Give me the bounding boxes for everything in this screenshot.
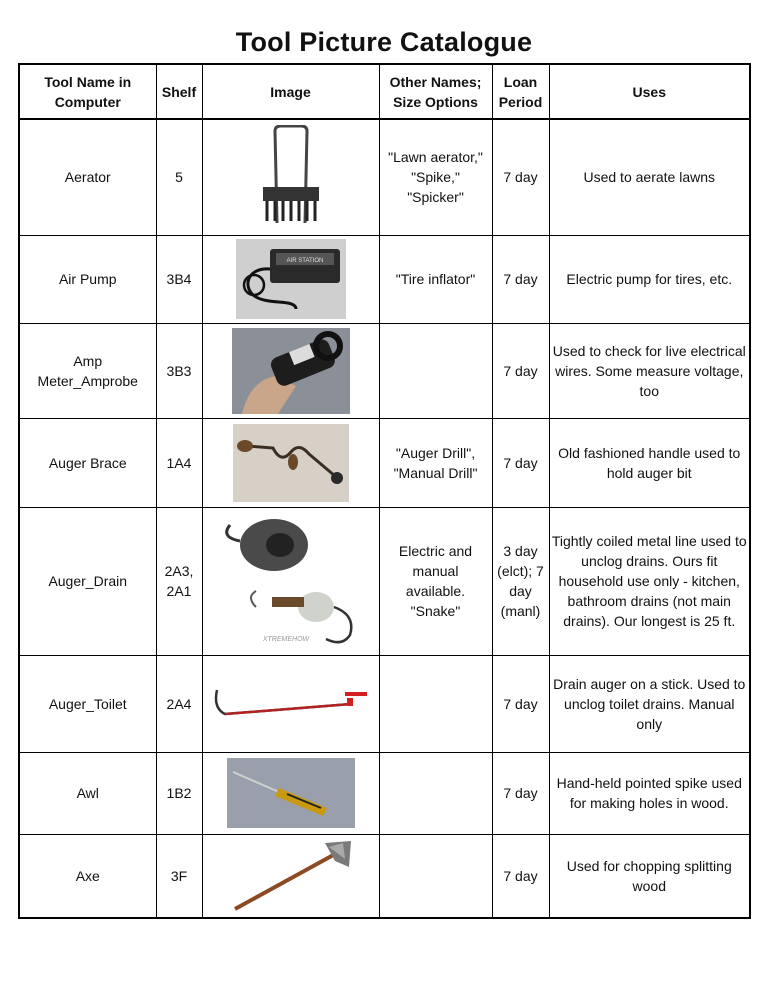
other-names-cell bbox=[379, 752, 492, 834]
other-names-cell: "Lawn aerator," "Spike," "Spicker" bbox=[379, 119, 492, 235]
toilet-auger-icon bbox=[211, 674, 371, 734]
uses-cell: Used to aerate lawns bbox=[549, 119, 750, 235]
uses-cell: Electric pump for tires, etc. bbox=[549, 235, 750, 323]
other-names-cell: Electric and manual available. "Snake" bbox=[379, 507, 492, 655]
page-title: Tool Picture Catalogue bbox=[235, 27, 533, 57]
shelf-cell: 5 bbox=[156, 119, 202, 235]
other-names-cell bbox=[379, 655, 492, 752]
uses-cell: Hand-held pointed spike used for making holes in wood. bbox=[549, 752, 750, 834]
tool-name-cell: Axe bbox=[19, 834, 156, 918]
awl-icon bbox=[227, 758, 355, 828]
uses-cell: Old fashioned handle used to hold auger bit bbox=[549, 418, 750, 507]
axe-icon bbox=[225, 837, 357, 915]
shelf-cell: 2A4 bbox=[156, 655, 202, 752]
loan-period-cell: 7 day bbox=[492, 418, 549, 507]
table-row bbox=[19, 752, 750, 834]
image-cell bbox=[202, 834, 379, 918]
svg-text:AIR STATION: AIR STATION bbox=[286, 258, 323, 264]
shelf-cell: 3F bbox=[156, 834, 202, 918]
uses-cell: Used for chopping splitting wood bbox=[549, 834, 750, 918]
image-cell bbox=[202, 323, 379, 418]
table-row bbox=[19, 507, 750, 655]
table-row bbox=[19, 834, 750, 918]
tool-name-cell: Aerator bbox=[19, 119, 156, 235]
shelf-cell: 1B2 bbox=[156, 752, 202, 834]
image-cell bbox=[202, 655, 379, 752]
amp-meter-icon bbox=[232, 328, 350, 414]
table-row bbox=[19, 119, 750, 235]
image-watermark: XTREMEHOW bbox=[262, 636, 309, 643]
loan-period-cell: 7 day bbox=[492, 752, 549, 834]
header-uses: Uses bbox=[549, 64, 750, 119]
uses-cell: Tightly coiled metal line used to unclog drains. Ours fit household use only - kitchen, bathroom drains (not main drains). Our longest is 25 ft. bbox=[549, 507, 750, 655]
table-row bbox=[19, 655, 750, 752]
other-names-cell: "Tire inflator" bbox=[379, 235, 492, 323]
image-cell bbox=[202, 235, 379, 323]
drain-auger-icon bbox=[216, 511, 366, 651]
loan-period-cell: 3 day (elct); 7 day (manl) bbox=[492, 507, 549, 655]
tool-name-cell: Auger_Toilet bbox=[19, 655, 156, 752]
tool-name-cell: Air Pump bbox=[19, 235, 156, 323]
table-row bbox=[19, 418, 750, 507]
table-row bbox=[19, 235, 750, 323]
uses-cell: Drain auger on a stick. Used to unclog toilet drains. Manual only bbox=[549, 655, 750, 752]
aerator-icon bbox=[255, 125, 327, 229]
shelf-cell: 3B4 bbox=[156, 235, 202, 323]
tool-catalogue-table bbox=[18, 63, 751, 919]
auger-brace-icon bbox=[233, 424, 349, 502]
loan-period-cell: 7 day bbox=[492, 655, 549, 752]
loan-period-cell: 7 day bbox=[492, 323, 549, 418]
image-cell bbox=[202, 119, 379, 235]
header-loan-period: Loan Period bbox=[492, 64, 549, 119]
uses-cell: Used to check for live electrical wires. Some measure voltage, too bbox=[549, 323, 750, 418]
shelf-cell: 2A3, 2A1 bbox=[156, 507, 202, 655]
tool-name-cell: Auger_Drain bbox=[19, 507, 156, 655]
shelf-cell: 3B3 bbox=[156, 323, 202, 418]
table-row bbox=[19, 323, 750, 418]
image-cell bbox=[202, 752, 379, 834]
other-names-cell bbox=[379, 323, 492, 418]
other-names-cell: "Auger Drill", "Manual Drill" bbox=[379, 418, 492, 507]
tool-name-cell: Amp Meter_Amprobe bbox=[19, 323, 156, 418]
image-cell bbox=[202, 418, 379, 507]
loan-period-cell: 7 day bbox=[492, 235, 549, 323]
header-tool-name: Tool Name in Computer bbox=[19, 64, 156, 119]
air-pump-icon bbox=[236, 239, 346, 319]
other-names-cell bbox=[379, 834, 492, 918]
loan-period-cell: 7 day bbox=[492, 119, 549, 235]
header-other-names: Other Names; Size Options bbox=[379, 64, 492, 119]
shelf-cell: 1A4 bbox=[156, 418, 202, 507]
image-cell bbox=[202, 507, 379, 655]
header-image: Image bbox=[202, 64, 379, 119]
tool-name-cell: Awl bbox=[19, 752, 156, 834]
header-row bbox=[19, 64, 750, 119]
loan-period-cell: 7 day bbox=[492, 834, 549, 918]
tool-name-cell: Auger Brace bbox=[19, 418, 156, 507]
header-shelf: Shelf bbox=[156, 64, 202, 119]
